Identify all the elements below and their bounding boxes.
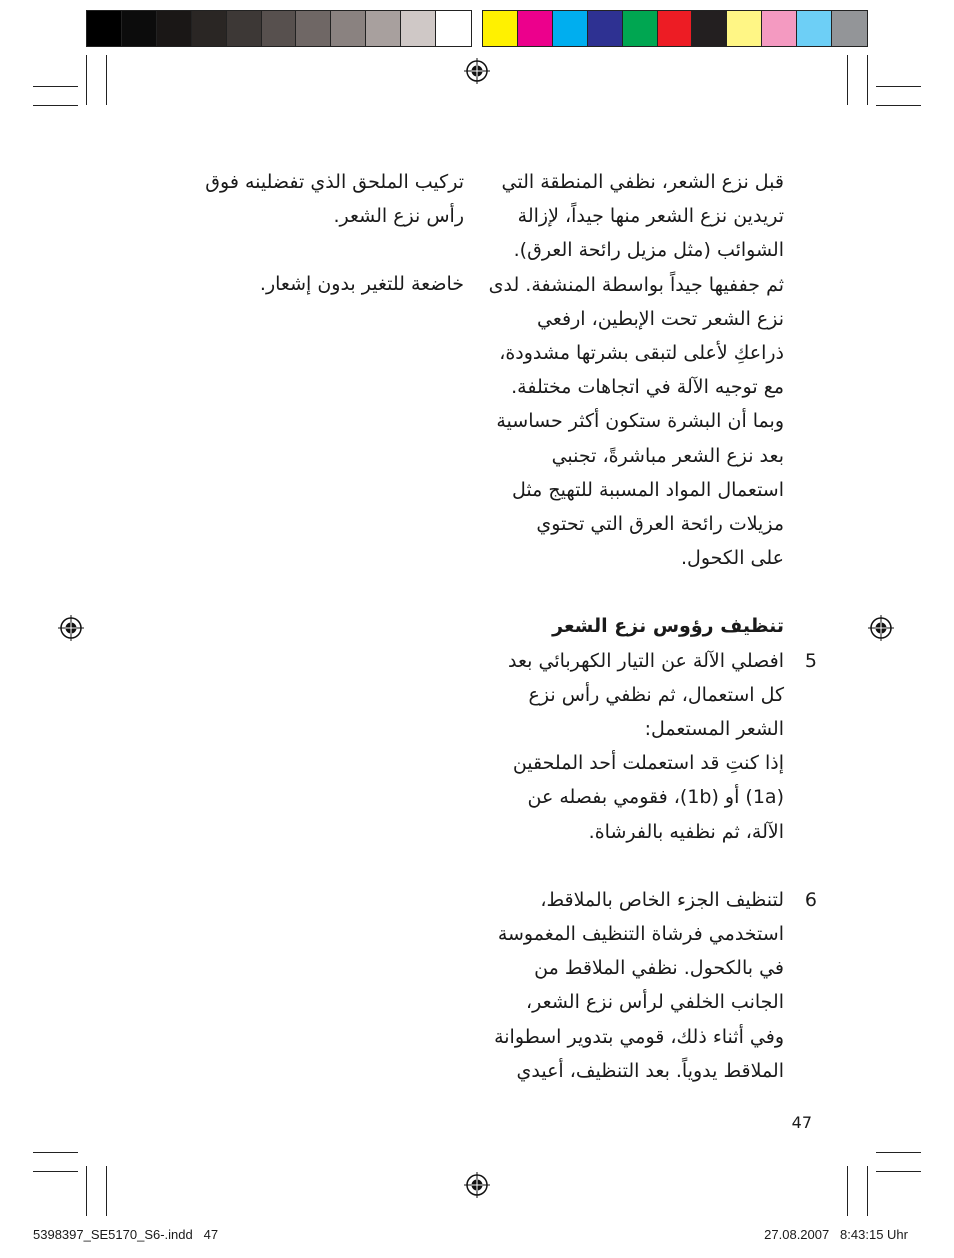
- crop-mark: [847, 55, 848, 105]
- color-swatch: [483, 11, 518, 46]
- intro-line: الشوائب (مثل مزيل رائحة العرق).: [513, 239, 784, 262]
- color-swatch: [436, 11, 471, 46]
- crop-mark: [876, 86, 921, 87]
- step-line: (1a) أو (1b)، فقومي بفصله عن: [527, 786, 784, 809]
- crop-mark: [106, 55, 107, 105]
- grayscale-calibration-bar: [86, 10, 472, 47]
- left-paragraph-1-line: تركيب الملحق الذي تفضلينه فوق: [205, 171, 464, 193]
- section-heading: تنظيف رؤوس نزع الشعر: [552, 615, 784, 638]
- intro-line: استعمال المواد المسببة للتهيج مثل: [512, 478, 784, 501]
- color-swatch: [227, 11, 262, 46]
- registration-mark-icon: [868, 615, 894, 641]
- footer-file-info: 5398397_SE5170_S6-.indd 47: [33, 1227, 219, 1242]
- step-line: الملاقط يدوياً. بعد التنظيف، أعيدي: [516, 1059, 784, 1082]
- intro-line: تريدين نزع الشعر منها جيداً، لإزالة: [517, 205, 784, 228]
- intro-line: ذراعكِ لأعلى لتبقى بشرتها مشدودة،: [499, 342, 784, 365]
- color-swatch: [296, 11, 331, 46]
- step-number: 6: [804, 888, 817, 911]
- crop-mark: [106, 1166, 107, 1216]
- notice-paragraph: خاضعة للتغير بدون إشعار.: [259, 273, 464, 296]
- color-swatch: [553, 11, 588, 46]
- color-swatch: [623, 11, 658, 46]
- color-swatch: [331, 11, 366, 46]
- crop-mark: [876, 1171, 921, 1172]
- color-swatch: [832, 11, 867, 46]
- left-paragraph-1-line: رأس نزع الشعر.: [333, 205, 464, 228]
- crop-mark: [867, 1166, 868, 1216]
- left-column: [164, 165, 464, 302]
- page-number: 47: [791, 1113, 812, 1132]
- color-swatch: [588, 11, 623, 46]
- intro-line: بعد نزع الشعر مباشرةً، تجنبي: [551, 444, 784, 467]
- color-swatch: [658, 11, 693, 46]
- crop-mark: [33, 1171, 78, 1172]
- step-line: الشعر المستعمل:: [644, 718, 784, 741]
- registration-mark-icon: [58, 615, 84, 641]
- step-line: افصلي الآلة عن التيار الكهربائي بعد: [508, 649, 784, 672]
- color-swatch: [692, 11, 727, 46]
- step-line: الجانب الخلفي لرأس نزع الشعر،: [526, 991, 784, 1014]
- color-swatch: [122, 11, 157, 46]
- step-line: الآلة، ثم نظفيه بالفرشاة.: [588, 820, 784, 843]
- step-line: استخدمي فرشاة التنظيف المغموسة: [497, 923, 784, 946]
- intro-line: مزيلات رائحة العرق التي تحتوي: [536, 513, 784, 536]
- color-swatch: [727, 11, 762, 46]
- crop-mark: [86, 1166, 87, 1216]
- step-line: كل استعمال، ثم نظفي رأس نزع: [528, 683, 784, 706]
- crop-mark: [867, 55, 868, 105]
- step-6: [464, 883, 817, 1088]
- intro-line: وبما أن البشرة ستكون أكثر حساسية: [496, 410, 784, 433]
- step-line: في بالكحول. نظفي الملاقط من: [534, 957, 784, 980]
- color-swatch: [401, 11, 436, 46]
- color-swatch: [797, 11, 832, 46]
- color-swatch: [87, 11, 122, 46]
- color-swatch: [262, 11, 297, 46]
- step-line: وفي أثناء ذلك، قومي بتدوير اسطوانة: [494, 1025, 784, 1048]
- intro-line: نزع الشعر تحت الإبطين، ارفعي: [537, 307, 784, 330]
- color-swatch: [157, 11, 192, 46]
- crop-mark: [86, 55, 87, 105]
- intro-line: على الكحول.: [681, 547, 784, 570]
- registration-mark-icon: [464, 1172, 490, 1198]
- step-5: [464, 644, 817, 849]
- crop-mark: [33, 1152, 78, 1153]
- crop-mark: [33, 105, 78, 106]
- intro-line: مع توجيه الآلة في اتجاهات مختلفة.: [511, 376, 784, 399]
- color-swatch: [518, 11, 553, 46]
- process-color-calibration-bar: [482, 10, 868, 47]
- color-swatch: [192, 11, 227, 46]
- crop-mark: [847, 1166, 848, 1216]
- right-column: [464, 165, 817, 1088]
- intro-line: ثم جففيها جيداً بواسطة المنشفة. لدى: [488, 273, 784, 296]
- crop-mark: [876, 105, 921, 106]
- step-line: لتنظيف الجزء الخاص بالملاقط،: [540, 888, 784, 911]
- crop-mark: [33, 86, 78, 87]
- color-swatch: [366, 11, 401, 46]
- crop-mark: [876, 1152, 921, 1153]
- step-number: 5: [804, 649, 817, 672]
- registration-mark-icon: [464, 58, 490, 84]
- intro-line: قبل نزع الشعر، نظفي المنطقة التي: [501, 171, 784, 193]
- footer-timestamp: 27.08.2007 8:43:15 Uhr: [764, 1227, 908, 1242]
- step-line: إذا كنتِ قد استعملت أحد الملحقين: [512, 752, 784, 775]
- color-swatch: [762, 11, 797, 46]
